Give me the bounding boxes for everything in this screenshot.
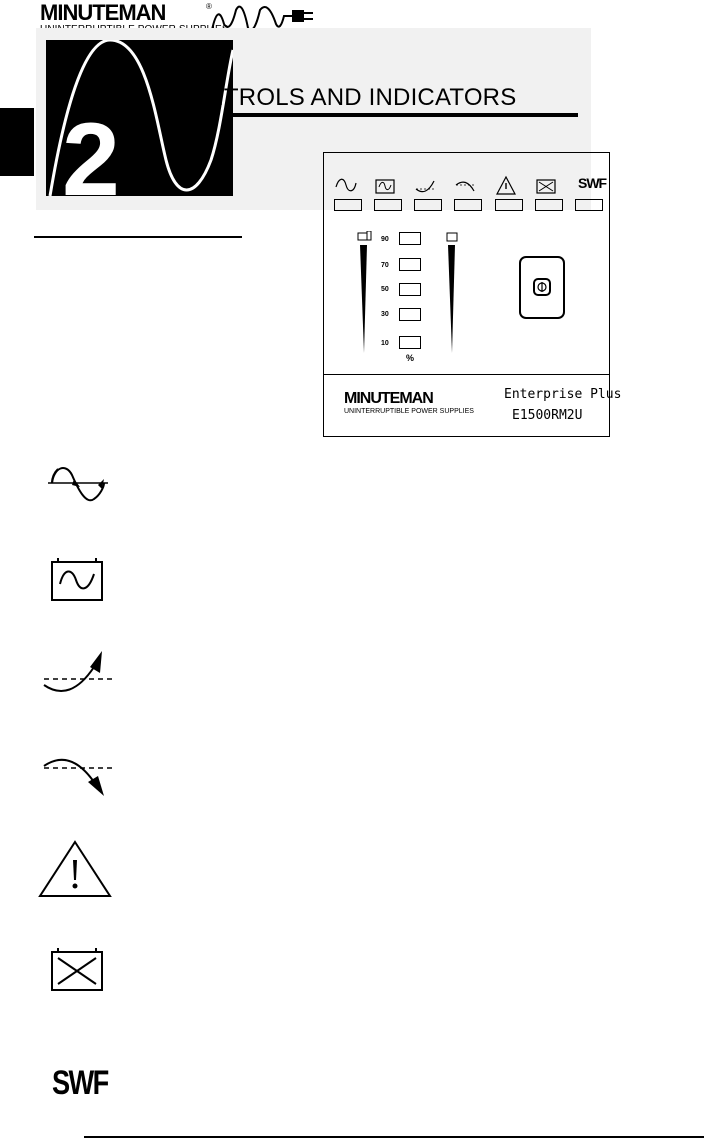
bar-label-10: 10 bbox=[381, 340, 389, 347]
led-boost bbox=[414, 199, 442, 211]
legend-boost-icon bbox=[38, 645, 118, 705]
buck-icon bbox=[456, 182, 476, 191]
legend-replace-battery-icon bbox=[38, 940, 118, 1000]
legend-ac-sine-icon bbox=[38, 455, 118, 515]
bar-led-50 bbox=[399, 283, 421, 296]
battery-wedge bbox=[448, 245, 455, 353]
chapter-side-tab bbox=[0, 108, 34, 176]
power-button[interactable] bbox=[533, 278, 551, 296]
panel-status-icons bbox=[324, 175, 609, 199]
led-replace-battery bbox=[535, 199, 563, 211]
panel-divider bbox=[324, 374, 609, 375]
logo-wordmark: MINUTEMAN bbox=[40, 0, 166, 25]
load-wedge bbox=[360, 245, 367, 353]
ac-sine-icon bbox=[336, 179, 356, 191]
legend-warning-icon bbox=[38, 840, 118, 900]
panel-model-number: E1500RM2U bbox=[512, 408, 583, 423]
section-divider bbox=[34, 236, 242, 238]
led-site-wiring-fault bbox=[575, 199, 603, 211]
bar-led-90 bbox=[399, 232, 421, 245]
panel-minuteman-logo bbox=[344, 390, 494, 424]
bar-label-90: 90 bbox=[381, 236, 389, 243]
bar-led-10 bbox=[399, 336, 421, 349]
led-fault bbox=[495, 199, 523, 211]
bar-led-30 bbox=[399, 308, 421, 321]
load-icon bbox=[358, 231, 371, 240]
led-buck bbox=[454, 199, 482, 211]
replace-battery-icon bbox=[537, 180, 555, 193]
chapter-title: CONTROLS AND INDICATORS bbox=[170, 84, 517, 111]
chapter-number: 2 bbox=[62, 102, 120, 218]
bargraph-graphics bbox=[354, 231, 494, 355]
power-icon bbox=[535, 280, 549, 294]
legend-swf-icon: SWF bbox=[52, 1064, 108, 1102]
boost-icon bbox=[416, 181, 436, 192]
bar-label-70: 70 bbox=[381, 262, 389, 269]
panel-model-name: Enterprise Plus bbox=[504, 387, 622, 402]
registered-mark: ® bbox=[206, 2, 212, 11]
footer-rule bbox=[84, 1136, 704, 1138]
front-panel-diagram bbox=[323, 152, 622, 437]
battery-sine-icon bbox=[376, 180, 394, 193]
percent-symbol: % bbox=[406, 353, 415, 363]
legend-battery-sine-icon bbox=[38, 552, 118, 612]
bar-label-50: 50 bbox=[381, 286, 389, 293]
battery-level-icon bbox=[447, 233, 457, 241]
panel-swf-label: SWF bbox=[578, 175, 607, 191]
power-button-housing bbox=[519, 256, 565, 319]
panel-logo-wordmark: MINUTEMAN bbox=[344, 390, 433, 407]
legend-buck-icon bbox=[38, 748, 118, 808]
led-line-mode bbox=[334, 199, 362, 211]
panel-logo-tagline: UNINTERRUPTIBLE POWER SUPPLIES bbox=[344, 408, 474, 415]
bar-led-70 bbox=[399, 258, 421, 271]
bar-label-30: 30 bbox=[381, 311, 389, 318]
led-battery-mode bbox=[374, 199, 402, 211]
chapter-title-underline bbox=[230, 113, 578, 117]
warning-icon bbox=[497, 177, 515, 194]
